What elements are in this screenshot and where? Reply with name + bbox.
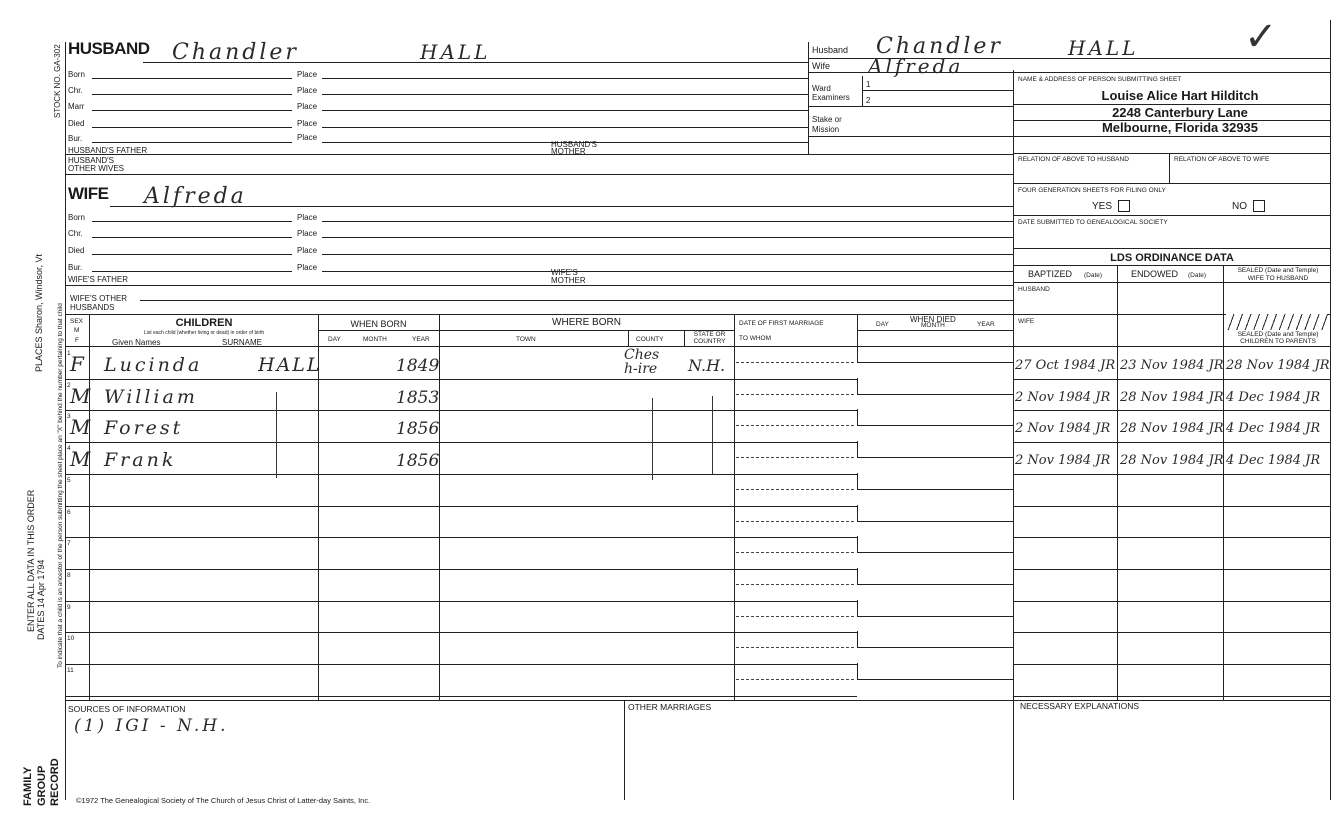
child-endowed: 28 Nov 1984 JR [1120, 390, 1224, 405]
w-place-label-3: Place [297, 246, 318, 255]
h-bur-line [92, 142, 292, 143]
lds-row-line [1014, 442, 1330, 443]
first-marriage-label: DATE OF FIRST MARRIAGE [739, 320, 824, 327]
sex-f-label: F [75, 337, 79, 344]
died-box-edge [857, 409, 858, 426]
husband-parents-line [66, 154, 1013, 155]
header-husband-surname: HALL [1068, 36, 1139, 60]
lds-row-line [1014, 664, 1330, 665]
baptized-date-label: (Date) [1084, 272, 1103, 279]
child-sex: M [70, 415, 91, 439]
husband-mother-label-2: MOTHER [551, 147, 586, 156]
w-place-line-4 [322, 271, 1013, 272]
enter-all-label: ENTER ALL DATA IN THIS ORDER [26, 489, 36, 632]
footer-top-line [66, 700, 1330, 701]
w-place-line-1 [322, 221, 1013, 222]
child-row-line [66, 632, 857, 633]
sub-line-4 [1014, 153, 1330, 154]
sealed-wife-label-2: WIFE TO HUSBAND [1247, 275, 1309, 282]
endowed-date-label: (Date) [1188, 272, 1207, 279]
examiner-1: 1 [866, 80, 871, 89]
died-box-edge [857, 473, 858, 490]
date-submitted-bottom [1014, 248, 1330, 249]
lds-row-line [1014, 506, 1330, 507]
dates-label: DATES 14 Apr 1794 [36, 559, 46, 640]
examiner-line-2 [808, 106, 1013, 107]
wife-died-label: Died [68, 246, 85, 255]
examiners-divider [862, 76, 863, 106]
died-box-edge [857, 441, 858, 458]
examiner-2: 2 [866, 96, 871, 105]
marriage-dashed-line [736, 616, 854, 617]
h-place-line-1 [322, 78, 808, 79]
died-year-label: YEAR [977, 321, 995, 328]
w-born-line [92, 221, 292, 222]
child-row-line [66, 569, 857, 570]
submitter-label: NAME & ADDRESS OF PERSON SUBMITTING SHEET [1018, 76, 1182, 83]
lds-title: LDS ORDINANCE DATA [1110, 252, 1234, 264]
to-whom-label: TO WHOM [739, 335, 772, 342]
died-line [857, 425, 1013, 426]
four-gen-bottom [1014, 215, 1330, 216]
child-sex: M [70, 447, 91, 471]
lds-husband-label: HUSBAND [1018, 286, 1050, 293]
sex-label: SEX [70, 318, 84, 325]
died-line [857, 584, 1013, 585]
child-given-name: Lucinda [104, 354, 203, 376]
w-bur-line [92, 271, 292, 272]
form-title-record: RECORD [49, 758, 61, 806]
child-number: 10 [67, 635, 75, 642]
child-birth-state: N.H. [688, 356, 726, 375]
died-line [857, 521, 1013, 522]
submitter-name: Louise Alice Hart Hilditch [1101, 88, 1259, 103]
marriage-dashed-line [736, 521, 854, 522]
husband-father-label: HUSBAND'S FATHER [68, 146, 148, 155]
header-husband-label: Husband [812, 45, 849, 55]
h-chr-line [92, 94, 292, 95]
husband-surname: HALL [420, 40, 491, 64]
h-place-label-1: Place [297, 70, 318, 79]
child-number: 11 [67, 667, 74, 674]
sex-col-line [89, 314, 90, 700]
w-died-line [92, 254, 292, 255]
places-label: PLACES Sharon, Windsor, Vt [34, 253, 44, 372]
child-endowed: 28 Nov 1984 JR [1120, 453, 1224, 468]
h-born-line [92, 78, 292, 79]
right-panel-divider [1013, 70, 1014, 800]
h-marr-line [92, 110, 292, 111]
copyright-text: ©1972 The Genealogical Society of The Church of Jesus Christ of Latter-day Saints, Inc. [76, 796, 371, 805]
county-ditto-line [652, 398, 653, 480]
right-edge-line [1330, 20, 1331, 800]
child-number: 1 [67, 350, 71, 357]
given-names-label: Given Names [112, 338, 161, 347]
form-title-family: FAMILY [22, 766, 34, 806]
husband-bur-label: Bur. [68, 134, 83, 143]
child-row-line [66, 474, 857, 475]
h-place-label-4: Place [297, 119, 318, 128]
child-sex: M [70, 384, 91, 408]
child-row-line [66, 696, 857, 697]
marriage-dashed-line [736, 489, 854, 490]
sealed-hatched-area [1226, 314, 1328, 330]
died-box-edge [857, 346, 858, 363]
wife-other-husbands-line [140, 300, 1013, 301]
died-line [857, 552, 1013, 553]
lds-row-line [1014, 410, 1330, 411]
died-line [857, 362, 1013, 363]
relation-bottom [1014, 183, 1330, 184]
h-place-line-2 [322, 94, 808, 95]
child-given-name: William [104, 386, 198, 408]
marriage-dashed-line [736, 362, 854, 363]
husband-section-bottom [66, 174, 1013, 175]
born-year-label: YEAR [412, 336, 430, 343]
stake-line [808, 136, 1013, 137]
children-header-bottom [66, 346, 1330, 347]
lds-row-line [1014, 379, 1330, 380]
wife-mother-label-1: WIFE'S [551, 268, 578, 277]
husband-born-label: Born [68, 70, 85, 79]
child-row-line [66, 601, 857, 602]
born-day-label: DAY [328, 336, 341, 343]
child-row-line [66, 537, 857, 538]
lds-col-header-line [1014, 282, 1330, 283]
h-place-label-3: Place [297, 102, 318, 111]
died-box-edge [857, 600, 858, 617]
lds-row-line [1014, 569, 1330, 570]
when-born-label: WHEN BORN [350, 319, 407, 329]
sealed-children-label-2: CHILDREN TO PARENTS [1240, 338, 1316, 345]
children-subtitle: List each child (whether living or dead) in order of birth [143, 330, 265, 336]
died-month-label: MONTH [921, 322, 945, 329]
child-number: 5 [67, 477, 71, 484]
child-birth-year: 1853 [396, 388, 440, 408]
husband-other-wives-2: OTHER WIVES [68, 164, 125, 173]
child-number: 3 [67, 413, 71, 420]
children-title: CHILDREN [175, 317, 233, 329]
died-line [857, 616, 1013, 617]
examiners-label: Examiners [812, 93, 850, 102]
wife-born-label: Born [68, 213, 85, 222]
died-line [857, 647, 1013, 648]
header-wife-label: Wife [812, 61, 830, 71]
died-line [857, 489, 1013, 490]
child-sealed: 4 Dec 1984 JR [1226, 421, 1321, 436]
husband-chr-label: Chr. [68, 86, 83, 95]
died-line [857, 679, 1013, 680]
children-header-top [66, 314, 1330, 315]
child-birth-year: 1849 [396, 356, 440, 376]
town-label: TOWN [516, 336, 536, 343]
w-chr-line [92, 237, 292, 238]
check-mark-icon: ✓ [1244, 14, 1278, 60]
husband-mother-label-1: HUSBAND'S [551, 140, 597, 149]
died-line [857, 394, 1013, 395]
submitter-city: Melbourne, Florida 32935 [1101, 120, 1259, 135]
h-place-label-2: Place [297, 86, 318, 95]
died-box-edge [857, 378, 858, 395]
explanations-label: NECESSARY EXPLANATIONS [1020, 701, 1140, 711]
w-place-label-2: Place [297, 229, 318, 238]
marriage-dashed-line [736, 552, 854, 553]
baptized-label: BAPTIZED [1028, 269, 1073, 279]
wife-other-husbands-2: HUSBANDS [70, 303, 115, 312]
endowed-label: ENDOWED [1131, 269, 1178, 279]
marriage-dashed-line [736, 425, 854, 426]
submitter-street: 2248 Canterbury Lane [1112, 105, 1248, 120]
child-birth-year: 1856 [396, 451, 440, 471]
lds-col-divider-1 [1117, 265, 1118, 700]
born-month-label: MONTH [363, 336, 387, 343]
sex-m-label: M [74, 327, 80, 334]
w-place-label-1: Place [297, 213, 318, 222]
h-place-line-4 [322, 127, 808, 128]
marriage-dashed-line [736, 679, 854, 680]
died-box-edge [857, 663, 858, 680]
form-title-group: GROUP [36, 765, 48, 806]
child-number: 8 [67, 572, 71, 579]
lds-col-divider-2 [1223, 265, 1224, 700]
four-gen-label: FOUR GENERATION SHEETS FOR FILING ONLY [1018, 187, 1166, 194]
sources-value: (1) IGI - N.H. [74, 716, 229, 736]
husband-other-wives-1: HUSBAND'S [68, 156, 114, 165]
left-margin-line [65, 42, 66, 800]
child-baptized: 2 Nov 1984 JR [1015, 453, 1111, 468]
lds-row-line [1014, 537, 1330, 538]
county-label: COUNTY [636, 336, 664, 343]
child-row-line [66, 506, 857, 507]
w-place-line-2 [322, 237, 1013, 238]
wife-parents-line [66, 285, 1013, 286]
where-born-label: WHERE BORN [552, 317, 621, 328]
h-place-label-5: Place [297, 133, 318, 142]
sealed-children-label-1: SEALED (Date and Temple) [1237, 331, 1319, 338]
child-number: 2 [67, 382, 71, 389]
child-birth-year: 1856 [396, 419, 440, 439]
county-col-line [628, 330, 629, 346]
sources-label: SOURCES OF INFORMATION [68, 704, 186, 714]
state-label-1: STATE OR [693, 331, 726, 338]
sub-line-1 [1014, 104, 1330, 105]
no-checkbox[interactable] [1253, 200, 1265, 212]
husband-given-name: Chandler [172, 40, 299, 65]
died-box-edge [857, 568, 858, 585]
child-baptized: 27 Oct 1984 JR [1015, 358, 1116, 373]
child-endowed: 23 Nov 1984 JR [1120, 358, 1224, 373]
wife-other-husbands-1: WIFE'S OTHER [70, 294, 128, 303]
surname-ditto-line [276, 392, 277, 478]
lds-wife-label: WIFE [1018, 318, 1035, 325]
marriage-dashed-line [736, 457, 854, 458]
child-birth-county: Chesh-ire [624, 347, 660, 377]
child-given-name: Frank [104, 449, 177, 471]
no-label: NO [1232, 201, 1247, 212]
child-surname: HALL [258, 354, 322, 376]
child-sealed: 4 Dec 1984 JR [1226, 390, 1321, 405]
child-row-line [66, 442, 857, 443]
died-subheader-line [857, 330, 1013, 331]
stake-label-2: Mission [812, 125, 840, 134]
state-label-2: COUNTRY [693, 338, 726, 345]
child-sealed: 28 Nov 1984 JR [1226, 358, 1330, 373]
lds-title-line [1014, 265, 1330, 266]
sub-line-2 [1014, 120, 1330, 121]
ward-label: Ward [812, 84, 831, 93]
child-sealed: 4 Dec 1984 JR [1226, 453, 1321, 468]
relation-divider [1169, 153, 1170, 183]
marriage-dashed-line [736, 394, 854, 395]
relation-wife-label: RELATION OF ABOVE TO WIFE [1174, 156, 1270, 163]
w-place-line-3 [322, 254, 1013, 255]
yes-label: YES [1092, 201, 1113, 212]
when-died-label: WHEN DIED [910, 315, 956, 324]
stake-label-1: Stake or [812, 115, 842, 124]
marriage-dashed-line [736, 647, 854, 648]
child-number: 9 [67, 604, 71, 611]
date-submitted-label: DATE SUBMITTED TO GENEALOGICAL SOCIETY [1018, 219, 1168, 226]
child-row-line [66, 379, 857, 380]
yes-checkbox[interactable] [1118, 200, 1130, 212]
child-endowed: 28 Nov 1984 JR [1120, 421, 1224, 436]
marriage-dashed-line [736, 584, 854, 585]
relation-husband-label: RELATION OF ABOVE TO HUSBAND [1018, 156, 1129, 163]
died-line [857, 457, 1013, 458]
where-col-line [734, 314, 735, 700]
born-subheader-line [318, 330, 734, 331]
wife-given-name: Alfreda [144, 184, 247, 209]
lds-row-line [1014, 474, 1330, 475]
died-day-label: DAY [876, 321, 889, 328]
husband-marr-label: Marr [68, 102, 85, 111]
w-place-label-4: Place [297, 263, 318, 272]
child-baptized: 2 Nov 1984 JR [1015, 421, 1111, 436]
child-number: 4 [67, 445, 71, 452]
wife-heading: WIFE [68, 184, 109, 203]
h-died-line [92, 127, 292, 128]
footer-divider-1 [624, 700, 625, 800]
state-ditto-line [712, 396, 713, 474]
sealed-wife-label-1: SEALED (Date and Temple) [1237, 267, 1319, 274]
child-row-line [66, 664, 857, 665]
other-marriages-label: OTHER MARRIAGES [628, 702, 712, 712]
died-box-edge [857, 536, 858, 553]
wife-father-label: WIFE'S FATHER [68, 275, 129, 284]
header-husband-name: Chandler [876, 34, 1003, 59]
wife-chr-label: Chr. [68, 229, 83, 238]
died-box-edge [857, 631, 858, 648]
lds-row-line [1014, 632, 1330, 633]
husband-died-label: Died [68, 119, 85, 128]
surname-label: SURNAME [222, 338, 263, 347]
examiner-line-1 [862, 90, 1013, 91]
sub-line-3 [1014, 136, 1330, 137]
child-sex: F [70, 352, 84, 376]
child-baptized: 2 Nov 1984 JR [1015, 390, 1111, 405]
stock-number: STOCK NO. GA-302 [53, 44, 62, 118]
wife-mother-label-2: MOTHER [551, 276, 586, 285]
lds-row-line [1014, 601, 1330, 602]
child-row-line [66, 410, 857, 411]
ancestor-instructions: To indicate that a child is an ancestor of the person submitting the sheet place an "X" behind the number pertaining to that child [57, 303, 64, 668]
header-wife-name: Alfreda [868, 54, 964, 78]
header-wife-line [808, 72, 1330, 73]
h-place-line-3 [322, 110, 808, 111]
wife-bur-label: Bur. [68, 263, 83, 272]
child-number: 6 [67, 509, 71, 516]
husband-heading: HUSBAND [68, 39, 150, 58]
lds-row-line [1014, 696, 1330, 697]
child-given-name: Forest [104, 417, 184, 439]
died-box-edge [857, 505, 858, 522]
child-number: 7 [67, 540, 71, 547]
